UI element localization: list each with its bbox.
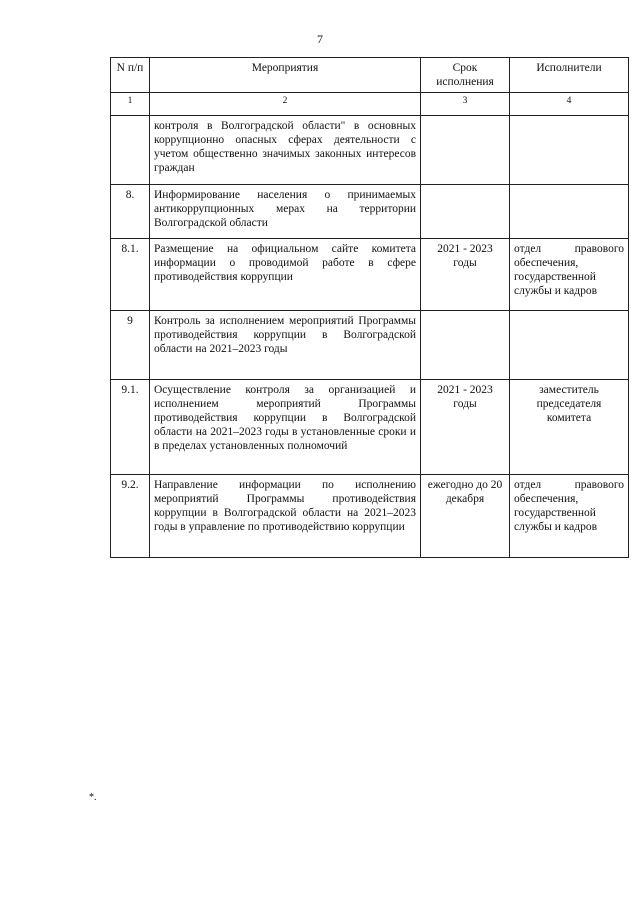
table-row [111,239,629,311]
row-executor: отдел правового обеспечения, государственной службы и кадров [510,239,629,311]
header-activities: Мероприятия [150,58,421,93]
measures-table [110,57,629,558]
column-index: 1 [111,93,150,116]
row-activity: контроля в Волгоградской области" в основных коррупционно опасных сферах деятельности с учетом общественно значимых законных интересов граждан [150,116,421,185]
table-row [111,185,629,239]
page-number: 7 [317,32,323,46]
row-activity: Направление информации по исполнению мероприятий Программы противодействия коррупции в Волгоградской области на 2021–2023 годы в управление по противодействию коррупции [150,475,421,558]
table-row [111,380,629,475]
column-index-row [111,93,629,116]
table-row [111,311,629,380]
row-executor: отдел правового обеспечения, государственной службы и кадров [510,475,629,558]
row-number: 9 [111,311,150,380]
row-term [421,311,510,380]
column-index: 3 [421,93,510,116]
row-executor [510,311,629,380]
scan-mark: *. [89,792,97,803]
row-executor: заместитель председателя комитета [510,380,629,475]
row-activity: Контроль за исполнением мероприятий Программы противодействия коррупции в Волгоградской области на 2021–2023 годы [150,311,421,380]
row-number: 8.1. [111,239,150,311]
table-header-row [111,58,629,93]
row-executor [510,116,629,185]
row-term [421,185,510,239]
row-activity: Размещение на официальном сайте комитета информации о проводимой работе в сфере противодействия коррупции [150,239,421,311]
header-term: Срок исполнения [421,58,510,93]
table-row [111,116,629,185]
row-activity: Информирование населения о принимаемых антикоррупционных мерах на территории Волгоградской области [150,185,421,239]
row-executor [510,185,629,239]
row-number: 8. [111,185,150,239]
row-term [421,116,510,185]
row-term: ежегодно до 20 декабря [421,475,510,558]
column-index: 2 [150,93,421,116]
row-number: 9.2. [111,475,150,558]
header-executors: Исполнители [510,58,629,93]
row-number [111,116,150,185]
column-index: 4 [510,93,629,116]
row-term: 2021 - 2023 годы [421,380,510,475]
header-number: N п/п [111,58,150,93]
row-term: 2021 - 2023 годы [421,239,510,311]
row-activity: Осуществление контроля за организацией и исполнением мероприятий Программы противодействия коррупции в Волгоградской области на 2021–2023 годы в установленные сроки и в пределах установленных полномочий [150,380,421,475]
table-row [111,475,629,558]
row-number: 9.1. [111,380,150,475]
